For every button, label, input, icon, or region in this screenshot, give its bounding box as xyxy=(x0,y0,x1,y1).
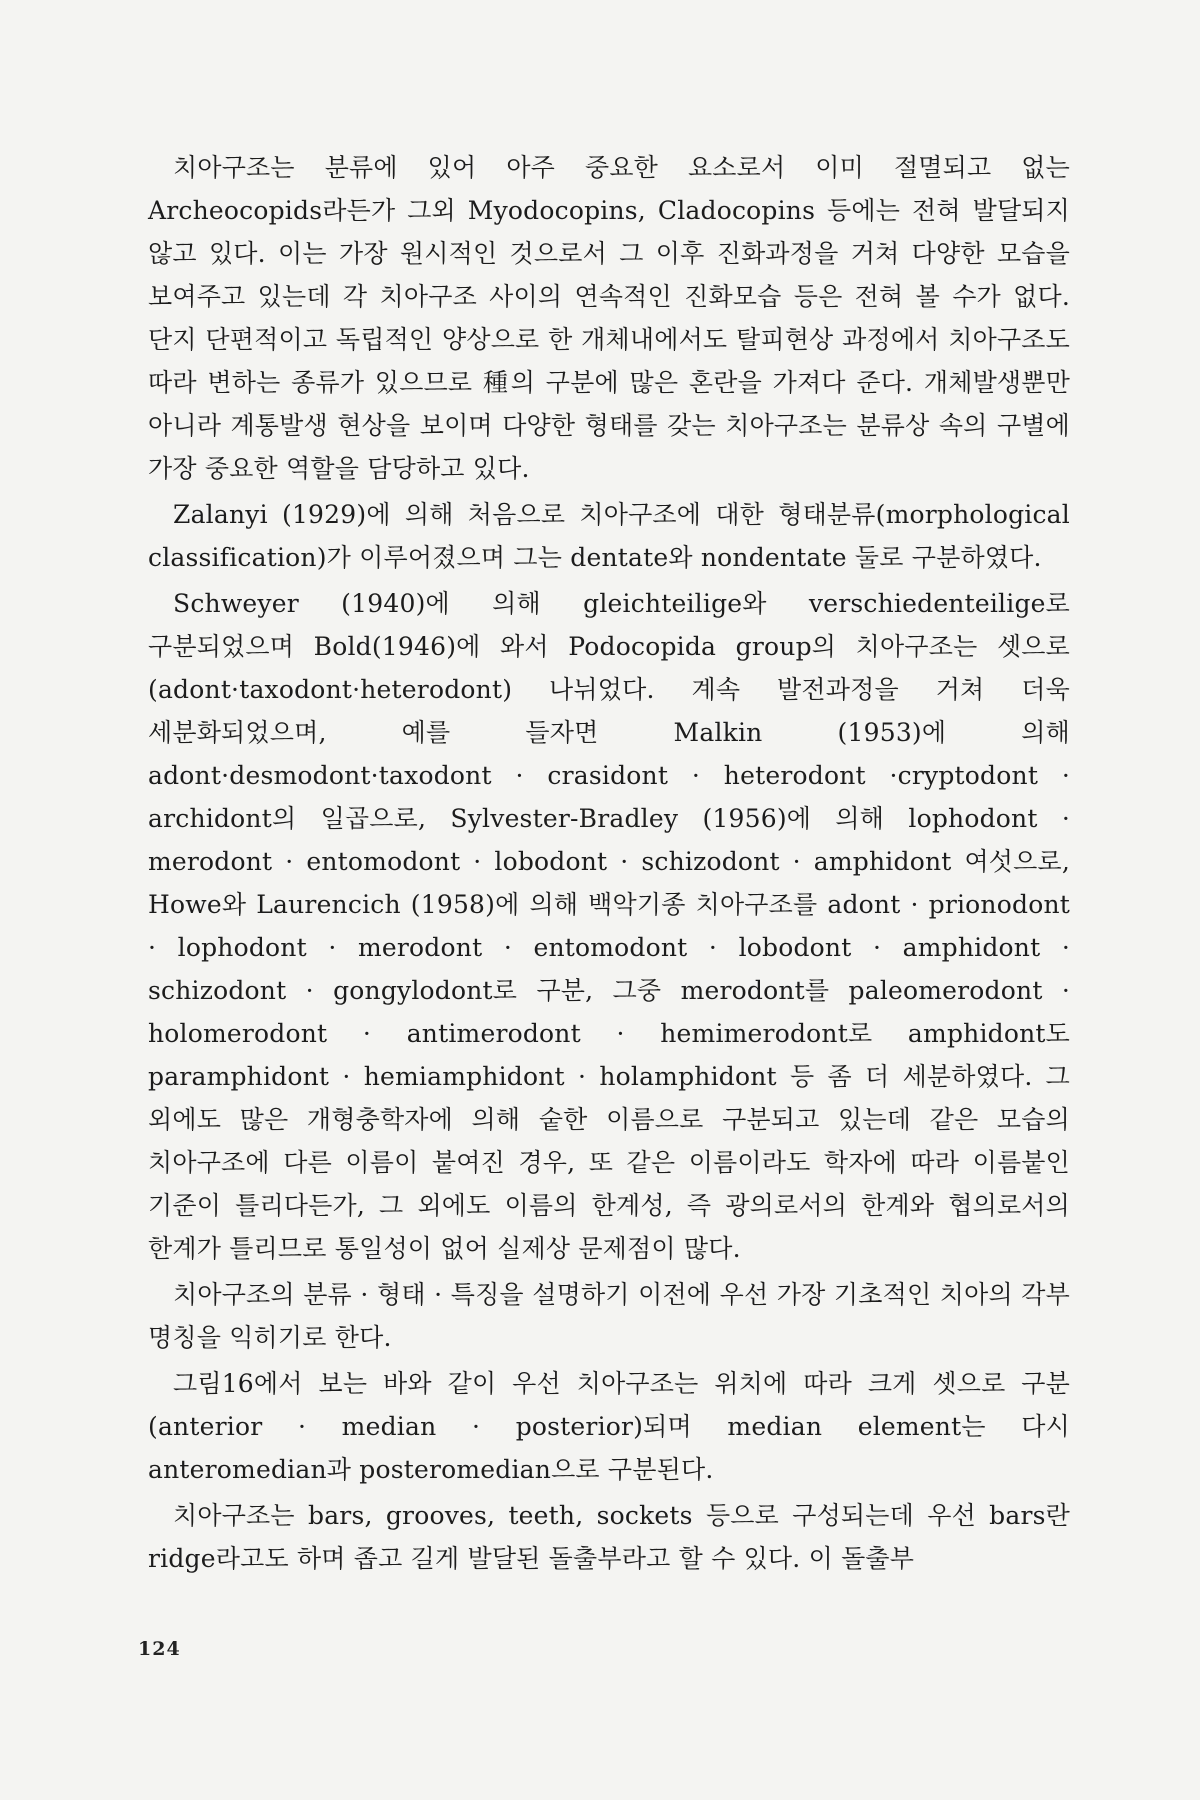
paragraph-bars: 치아구조는 bars, grooves, teeth, sockets 등으로 구성되는데 우선 bars란 ridge라고도 하며 좁고 길게 발달된 돌출부라고 할 수 있다. 이 돌출부 xyxy=(148,1501,1070,1573)
paragraph-classification-history: Schweyer (1940)에 의해 gleichteilige와 verschiedenteilige로 구분되었으며 Bold(1946)에 와서 Podocopida group의 치아구조는 셋으로(adont·taxodont·heterodont) 나뉘었다. 계속 발전과정을 거쳐 더욱 세분화되었으며, 예를 들자면 Malkin (1953)에 의해 adont·desmodont·taxodont · crasidont · heterodont ·cryptodont · archidont의 일곱으로, Sylvester-Bradley (1956)에 의해 lophodont · merodont · entomodont · lobodont · schizodont · amphidont 여섯으로, Howe와 Laurencich (1958)에 의해 백악기종 치아구조를 adont · prionodont · lophodont · merodont · entomodont · lobodont · amphidont · schizodont · gongylodont로 구분, 그중 merodont를 paleomerodont · holomerodont · antimerodont · hemimerodont로 amphidont도 paramphidont · hemiamphidont · holamphidont 등 좀 더 세분하였다. 그 외에도 많은 개형충학자에 의해 숱한 이름으로 구분되고 있는데 같은 모습의 치아구조에 다른 이름이 붙여진 경우, 또 같은 이름이라도 학자에 따라 이름붙인 기준이 틀리다든가, 그 외에도 이름의 한계성, 즉 광의로서의 한계와 협의로서의 한계가 틀리므로 통일성이 없어 실제상 문제점이 많다. xyxy=(148,589,1070,1263)
body-text xyxy=(148,146,1070,1583)
page-number: 124 xyxy=(138,1638,181,1660)
paragraph-figure16: 그림16에서 보는 바와 같이 우선 치아구조는 위치에 따라 크게 셋으로 구분(anterior · median · posterior)되며 median element는 다시 anteromedian과 posteromedian으로 구분된다. xyxy=(148,1369,1070,1484)
paragraph-teeth-intro: 치아구조는 분류에 있어 아주 중요한 요소로서 이미 절멸되고 없는 Archeocopids라든가 그외 Myodocopins, Cladocopins 등에는 전혀 발달되지 않고 있다. 이는 가장 원시적인 것으로서 그 이후 진화과정을 거쳐 다양한 모습을 보여주고 있는데 각 치아구조 사이의 연속적인 진화모습 등은 전혀 볼 수가 없다. 단지 단편적이고 독립적인 양상으로 한 개체내에서도 탈피현상 과정에서 치아구조도 따라 변하는 종류가 있으므로 種의 구분에 많은 혼란을 가져다 준다. 개체발생뿐만 아니라 계통발생 현상을 보이며 다양한 형태를 갖는 치아구조는 분류상 속의 구별에 가장 중요한 역할을 담당하고 있다. xyxy=(148,153,1070,483)
paragraph-zalanyi: Zalanyi (1929)에 의해 처음으로 치아구조에 대한 형태분류(morphological classification)가 이루어졌으며 그는 dentate와 nondentate 둘로 구분하였다. xyxy=(148,500,1070,572)
paragraph-nomenclature: 치아구조의 분류 · 형태 · 특징을 설명하기 이전에 우선 가장 기초적인 치아의 각부 명칭을 익히기로 한다. xyxy=(148,1280,1070,1352)
